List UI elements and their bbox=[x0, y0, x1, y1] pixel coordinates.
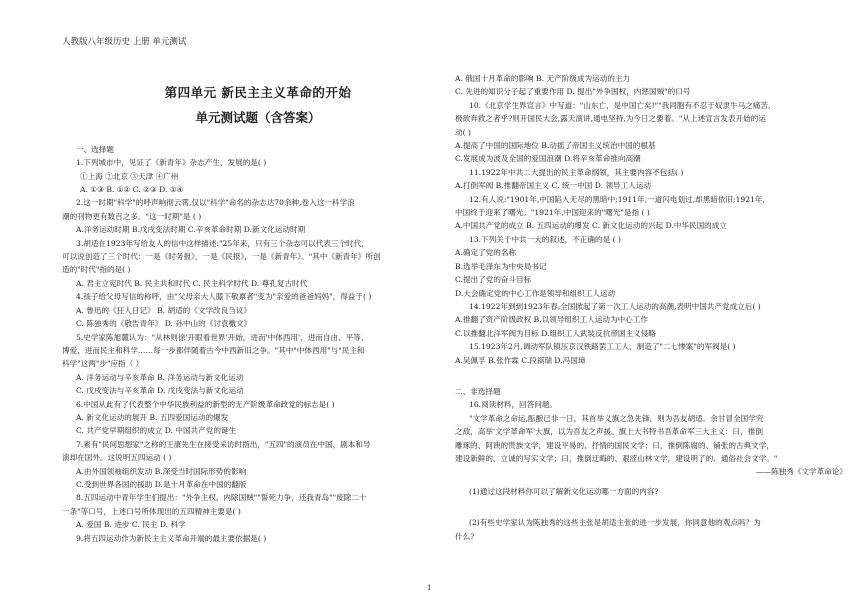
question-line: 博爱，进而民主和科学……每一步都伴随着古今中西新旧之争。"其中"中体西用"与"民主和 bbox=[62, 345, 365, 355]
question-line: C. 戊戌变法与辛亥革命 D. 戊戌变法与新文化运动 bbox=[76, 386, 244, 396]
material-line: 之敌，高举'文学革命军'大旗，以为吾友之声援。旗上大书特书吾革命军三大主义：曰，推倒 bbox=[455, 427, 763, 437]
section-nonchoice-heading: 二、非选择题 bbox=[455, 386, 501, 396]
question-line: 一条"等口号，上述口号所体现出的五四精神主要是( ) bbox=[62, 506, 241, 516]
question-line: A.洋务运动时期 B.戊戌变法时期 C.辛亥革命时期 D.新文化运动时期 bbox=[76, 225, 306, 235]
question-line: A.由外国领袖组织发动 B.深受当时国际形势的影响 bbox=[76, 466, 247, 476]
question-16-stem: 16.阅读材料，回答问题。 bbox=[469, 400, 558, 410]
material-line: 建设新鲜的、立诚的写实文学；曰，推倒迂晦的、艰涩山林文学，建设明了的、通俗社会文学。" bbox=[455, 453, 778, 463]
question-line: 5.史学家陈旭麓认为："从林则徐'开眼看世界'开始，进而'中体西用'，进而自由、平等、 bbox=[76, 332, 369, 342]
question-line: A.吴佩孚 B.张作霖 C.段祺瑞 D.冯国璋 bbox=[455, 355, 586, 365]
right-question-list bbox=[455, 72, 847, 367]
page-header: 人教版八年级历史 上册 单元测试 bbox=[62, 37, 187, 47]
question-line: 12.有人说:"1901年,中国陷入无尽的黑暗中;1911年,一道闪电划过,却黑暗依旧;1921年, bbox=[469, 194, 765, 204]
question-line: 9.将五四运动作为新民主主义革命开端的最主要依据是( ) bbox=[76, 533, 267, 543]
question-line: A.提高了中国的国际地位 B.动摇了帝国主义统治中国的根基 bbox=[455, 141, 656, 151]
question-line: 3.胡适在1923年写给友人的信中这样描述:"25年来，只有三个杂志可以代表三个时代， bbox=[76, 238, 369, 248]
question-line: 15.1923年2月,调动军队镇压京汉铁路罢工工人，制造了"二七惨案"的军阀是( ) bbox=[469, 342, 736, 352]
question-line: 可以说创造了三个时代：一是《时务报》，一是《民报》，一是《新青年》。"其中《新青年》所创 bbox=[62, 252, 381, 262]
question-line: C.以推翻北洋军阀为目标 D.组织工人武装反抗帝国主义侵略 bbox=[455, 328, 656, 338]
question-line: 动( ) bbox=[455, 127, 471, 137]
question-line: A.推翻了资产阶级政权 B.以领导组织工人运动为中心工作 bbox=[455, 315, 648, 325]
unit-title: 第四单元 新民主主义革命的开始 bbox=[164, 85, 352, 100]
question-line: A. 爱国 B. 进步 C. 民主 D. 科学 bbox=[76, 520, 186, 530]
page-number: 1 bbox=[427, 584, 432, 592]
question-line: 6.中国从此有了代表整个中华民族利益的新型的无产阶级革命政党的标志是( ) bbox=[76, 399, 335, 409]
question-line: 10.《北京学生界宣言》中写道："山东亡，是中国亡矣!""我同胞有不忍于奴隶牛马之痛苦, bbox=[469, 100, 771, 110]
question-line: 极欲奔救之者乎?则开国民大会,露天演讲,通电坚持,为今日之要着。"从上述宣言发表开始的运 bbox=[455, 114, 766, 124]
question-line: A.中国共产党的成立 B. 五四运动的爆发 C. 新文化运动的兴起 D.中华民国的成立 bbox=[455, 221, 727, 231]
reading-material bbox=[455, 412, 847, 466]
question-line: A. 俄国十月革命的影响 B. 无产阶级成为运动的主力 bbox=[455, 74, 631, 83]
question-line: C. 共产党早期组织的成立 D. 中国共产党的诞生 bbox=[76, 426, 237, 436]
question-line: A. 鲁迅的《狂人日记》 B. 胡适的《文学改良刍议》 bbox=[76, 305, 252, 315]
question-line: C. 陈独秀的《敬告青年》 D. 孙中山的《讨袁檄文》 bbox=[76, 319, 252, 329]
sub-question-2-line2: 什么? bbox=[455, 531, 475, 541]
material-source: ——陈独秀《文学革命论》 bbox=[755, 467, 847, 477]
question-line: 造的"时代"指的是( ) bbox=[62, 265, 131, 275]
question-line: C.受到世界各国的援助 D.是十月革命在中国的翻版 bbox=[76, 479, 247, 489]
question-line: 1.下列城市中，见证了《新青年》杂志产生、发展的是( ) bbox=[76, 158, 267, 168]
sub-question-2-line1: (2)有些史学家认为陈独秀的这些主张是胡适主张的进一步发展，你同意他的观点吗？为 bbox=[469, 518, 761, 528]
section-choice-heading: 一、选择题 bbox=[76, 144, 114, 154]
question-line: C.发展成为波及全国的爱国浪潮 D.将辛亥革命推向高潮 bbox=[455, 154, 641, 164]
question-line: 潮的刊物更有数百之多。"这一时期"是 ( ) bbox=[62, 211, 202, 221]
question-line: 4.孩子给父母写信的称呼，由"父母亲大人膝下敬禀者"变为"亲爱的爸爸妈妈"，得益于( ) bbox=[76, 292, 372, 302]
sub-question-1: (1)通过这段材料你可以了解新文化运动哪一方面的内容? bbox=[469, 486, 659, 496]
right-column bbox=[455, 72, 847, 543]
question-line: A.打倒军阀 B.推翻帝国主义 C. 统一中国 D. 领导工人运动 bbox=[455, 181, 652, 191]
material-line: 雕琢的、阿谀的贵族文学，建设平易的、抒情的国民文学；曰，推倒陈腐的、铺张的古典文学， bbox=[455, 440, 774, 450]
question-line: A. 君主立宪时代 B. 民主共和时代 C. 民主科学时代 D. 尊孔复古时代 bbox=[76, 278, 308, 288]
question-line: 14.1922年到到1923年春,全国掀起了第一次工人运动的高潮,表明中国共产党成立后( ) bbox=[469, 301, 761, 311]
question-line: 11.1922年中共二大提出的民主革命纲领，其主要内容不包括( ) bbox=[469, 167, 684, 177]
question-line: 科学"这两"步"应指（ ） bbox=[62, 359, 144, 369]
left-column bbox=[62, 78, 454, 545]
question-line: 演却在国外。这说明五四运动 ( ) bbox=[62, 453, 172, 463]
question-line: C.提出了党的奋斗目标 bbox=[455, 275, 532, 285]
test-subtitle: 单元测试题（含答案） bbox=[195, 110, 321, 126]
question-line: A. 新文化运动的展开 B. 五四爱国运动的爆发 bbox=[76, 412, 229, 422]
question-line: C. 先进的知识分子起了重要作用 D. 提出"外争国权，内惩国贼"的口号 bbox=[455, 87, 691, 97]
question-line: B.选举毛泽东为中央局书记 bbox=[455, 261, 547, 271]
question-line: 7.素有"民间思想家"之称的王康先生在接受采访时指出，"五四"的演员在中国，剧本和导 bbox=[76, 439, 371, 449]
question-line: 8.五四运动中青年学生们提出："外争主权，内除国贼""誓死力争，还我青岛""废除二十 bbox=[76, 493, 367, 503]
question-line: A. 洋务运动与辛亥革命 B. 洋务运动与新文化运动 bbox=[76, 372, 244, 382]
left-question-list bbox=[62, 156, 454, 545]
question-line: 中国终于迎来了曙光。"1921年,中国迎来的"曙光"是指 ( ) bbox=[455, 208, 650, 218]
material-line: "文学革命之命运,酝酿已非一日，其首举义旗之急先锋，则为吾友胡适。余甘冒全国学究 bbox=[469, 413, 764, 423]
question-line: D.大会确定党的中心工作是领导和组织工人运动 bbox=[455, 288, 616, 298]
question-line: A.确定了党的名称 bbox=[455, 248, 517, 258]
question-line: 13.下列关于中共一大的叙述，不正确的是 ( ) bbox=[469, 234, 621, 244]
question-line: 2.这一时期"科学"的呼声响彻云霄,仅以"科学"命名的杂志达70余种,卷入这一科学浪 bbox=[76, 198, 355, 208]
question-line: A. ①③ B. ①② C. ②③ D. ①④ bbox=[80, 185, 184, 195]
question-line: ①上海 ②北京 ③天津 ④广州 bbox=[80, 171, 179, 181]
